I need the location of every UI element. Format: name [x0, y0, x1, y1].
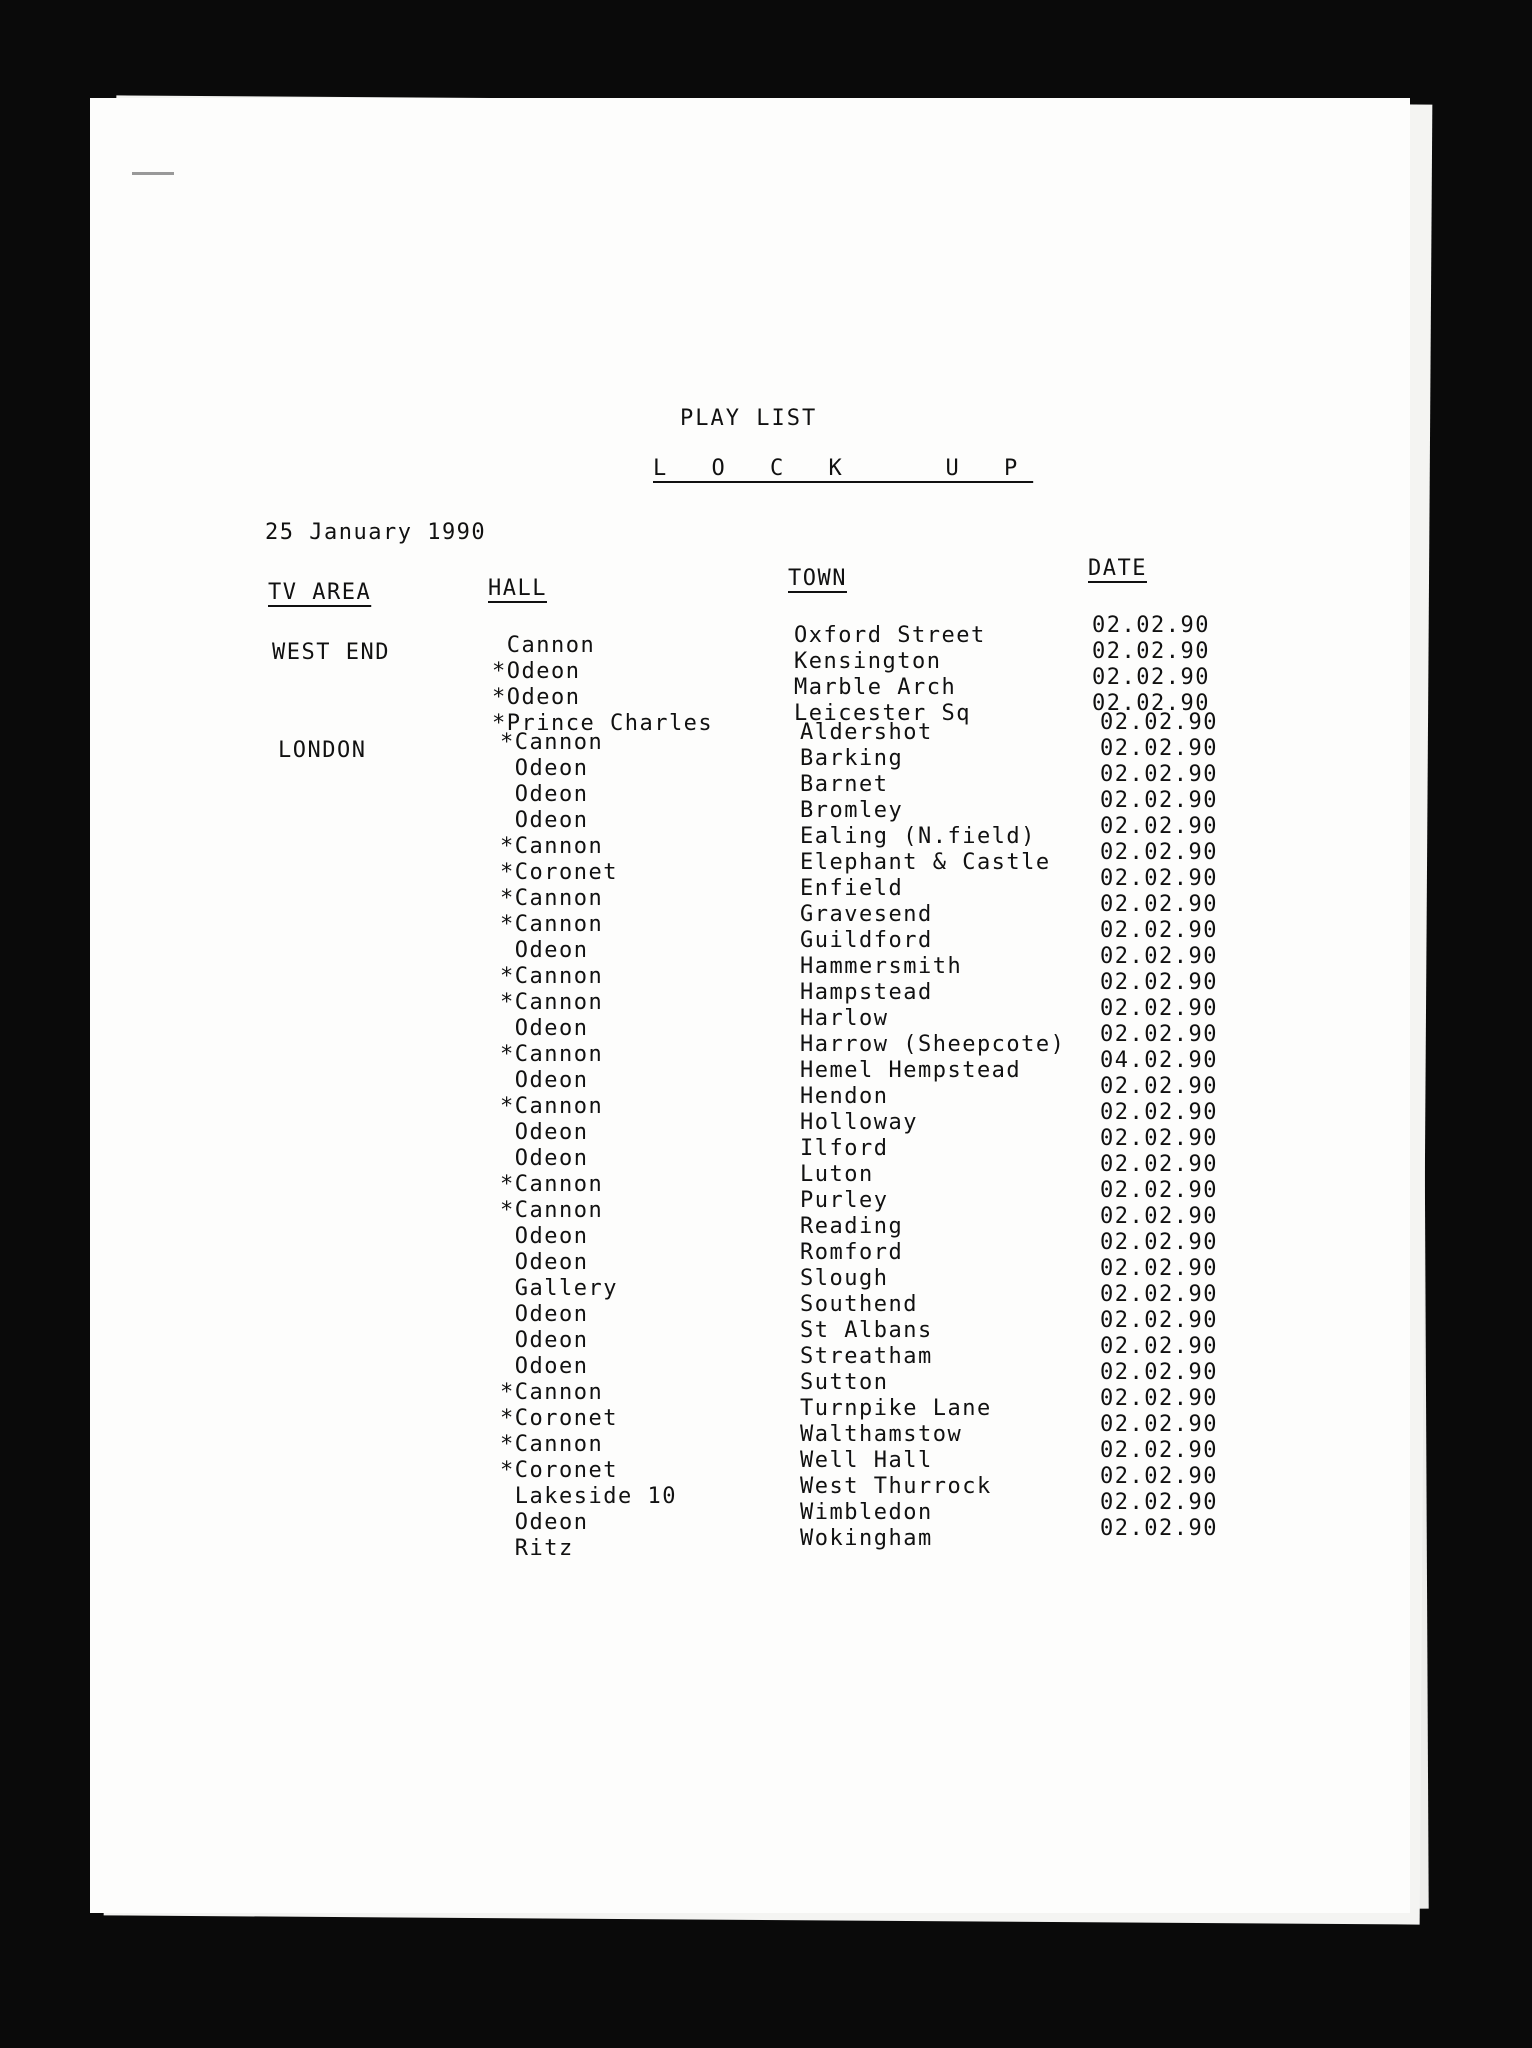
hall-cell: *Cannon [500, 1380, 604, 1405]
hall-cell: Odeon [500, 1016, 589, 1041]
hall-cell: *Cannon [500, 1042, 604, 1067]
hall-cell: *Cannon [500, 1172, 604, 1197]
hall-cell: Cannon [492, 633, 596, 658]
hall-cell: Gallery [500, 1276, 618, 1301]
london-town-column [800, 720, 1065, 1552]
town-cell: Ealing (N.field) [800, 824, 1036, 849]
date-cell: 02.02.90 [1100, 944, 1218, 969]
town-cell: Streatham [800, 1344, 933, 1369]
date-cell: 02.02.90 [1100, 1230, 1218, 1255]
date-cell: 02.02.90 [1100, 970, 1218, 995]
date-cell: 02.02.90 [1100, 1464, 1218, 1489]
hall-cell: Odeon [500, 1068, 589, 1093]
hall-cell: Odeon [500, 938, 589, 963]
date-cell: 02.02.90 [1100, 814, 1218, 839]
town-cell: Kensington [794, 649, 942, 674]
date-cell: 02.02.90 [1092, 639, 1210, 664]
date-cell: 02.02.90 [1100, 1152, 1218, 1177]
document-date: 25 January 1990 [265, 520, 487, 545]
town-cell: Barking [800, 746, 904, 771]
date-cell: 02.02.90 [1100, 1256, 1218, 1281]
document-title: PLAY LIST [680, 406, 818, 431]
hall-cell: *Cannon [500, 834, 604, 859]
west-end-hall-column [492, 633, 713, 737]
town-cell: Reading [800, 1214, 904, 1239]
date-cell: 02.02.90 [1100, 1386, 1218, 1411]
town-cell: Wimbledon [800, 1500, 933, 1525]
town-cell: Hampstead [800, 980, 933, 1005]
hall-cell: Odeon [500, 1250, 589, 1275]
town-cell: Barnet [800, 772, 889, 797]
date-cell: 02.02.90 [1100, 840, 1218, 865]
document-subtitle: L O C K U P [653, 456, 1034, 481]
date-cell: 02.02.90 [1100, 1438, 1218, 1463]
hall-cell: Lakeside 10 [500, 1484, 677, 1509]
date-cell: 02.02.90 [1100, 866, 1218, 891]
town-cell: Ilford [800, 1136, 889, 1161]
town-cell: Holloway [800, 1110, 918, 1135]
hall-cell: *Cannon [500, 912, 604, 937]
date-cell: 02.02.90 [1100, 762, 1218, 787]
hall-cell: *Cannon [500, 730, 604, 755]
date-cell: 02.02.90 [1092, 613, 1210, 638]
west-end-town-column [794, 623, 986, 727]
date-cell: 02.02.90 [1100, 1126, 1218, 1151]
hall-cell: Odeon [500, 782, 589, 807]
date-cell: 02.02.90 [1100, 918, 1218, 943]
hall-cell: *Coronet [500, 1458, 618, 1483]
date-cell: 02.02.90 [1092, 665, 1210, 690]
staple-mark [132, 172, 174, 175]
date-cell: 02.02.90 [1092, 691, 1210, 716]
town-cell: Harrow (Sheepcote) [800, 1032, 1066, 1057]
hall-cell: *Cannon [500, 1198, 604, 1223]
hall-cell: Odeon [500, 808, 589, 833]
town-cell: Marble Arch [794, 675, 957, 700]
london-hall-column [500, 730, 677, 1562]
town-cell: Southend [800, 1292, 918, 1317]
town-cell: Purley [800, 1188, 889, 1213]
date-cell: 02.02.90 [1100, 1308, 1218, 1333]
date-cell: 02.02.90 [1100, 1516, 1218, 1541]
tv-area-london: LONDON [278, 738, 367, 763]
date-cell: 02.02.90 [1100, 892, 1218, 917]
town-cell: Oxford Street [794, 623, 986, 648]
date-cell: 04.02.90 [1100, 1048, 1218, 1073]
town-cell: Wokingham [800, 1526, 933, 1551]
date-cell: 02.02.90 [1100, 1178, 1218, 1203]
town-cell: Luton [800, 1162, 874, 1187]
hall-cell: *Odeon [492, 685, 581, 710]
date-cell: 02.02.90 [1100, 996, 1218, 1021]
hall-cell: Odeon [500, 1120, 589, 1145]
date-cell: 02.02.90 [1100, 1360, 1218, 1385]
hall-cell: Odeon [500, 1146, 589, 1171]
date-cell: 02.02.90 [1100, 788, 1218, 813]
hall-cell: Odeon [500, 1328, 589, 1353]
date-cell: 02.02.90 [1100, 1204, 1218, 1229]
town-cell: Bromley [800, 798, 904, 823]
town-cell: Harlow [800, 1006, 889, 1031]
header-date: DATE [1088, 556, 1147, 581]
town-cell: Guildford [800, 928, 933, 953]
town-cell: Turnpike Lane [800, 1396, 992, 1421]
hall-cell: *Cannon [500, 990, 604, 1015]
west-end-date-column [1092, 613, 1210, 717]
header-hall: HALL [488, 576, 547, 601]
hall-cell: *Cannon [500, 964, 604, 989]
hall-cell: *Cannon [500, 1094, 604, 1119]
hall-cell: Odeon [500, 1510, 589, 1535]
document-page [90, 98, 1410, 1913]
date-cell: 02.02.90 [1100, 1022, 1218, 1047]
hall-cell: *Coronet [500, 1406, 618, 1431]
town-cell: Well Hall [800, 1448, 933, 1473]
date-cell: 02.02.90 [1100, 1412, 1218, 1437]
date-cell: 02.02.90 [1100, 1074, 1218, 1099]
date-cell: 02.02.90 [1100, 1490, 1218, 1515]
hall-cell: Odoen [500, 1354, 589, 1379]
town-cell: Hemel Hempstead [800, 1058, 1022, 1083]
hall-cell: Odeon [500, 756, 589, 781]
town-cell: Leicester Sq [794, 701, 971, 726]
date-cell: 02.02.90 [1100, 1100, 1218, 1125]
town-cell: Sutton [800, 1370, 889, 1395]
date-cell: 02.02.90 [1100, 710, 1218, 735]
town-cell: Enfield [800, 876, 904, 901]
hall-cell: *Cannon [500, 1432, 604, 1457]
hall-cell: *Cannon [500, 886, 604, 911]
town-cell: Gravesend [800, 902, 933, 927]
town-cell: Aldershot [800, 720, 933, 745]
london-date-column [1100, 710, 1218, 1542]
town-cell: Elephant & Castle [800, 850, 1051, 875]
town-cell: Hammersmith [800, 954, 963, 979]
tv-area-west-end: WEST END [272, 640, 390, 665]
town-cell: St Albans [800, 1318, 933, 1343]
hall-cell: Odeon [500, 1224, 589, 1249]
town-cell: Slough [800, 1266, 889, 1291]
date-cell: 02.02.90 [1100, 1334, 1218, 1359]
hall-cell: Ritz [500, 1536, 574, 1561]
town-cell: Romford [800, 1240, 904, 1265]
hall-cell: *Prince Charles [492, 711, 714, 736]
date-cell: 02.02.90 [1100, 1282, 1218, 1307]
town-cell: Walthamstow [800, 1422, 963, 1447]
date-cell: 02.02.90 [1100, 736, 1218, 761]
hall-cell: Odeon [500, 1302, 589, 1327]
town-cell: Hendon [800, 1084, 889, 1109]
hall-cell: *Odeon [492, 659, 581, 684]
town-cell: West Thurrock [800, 1474, 992, 1499]
header-tv-area: TV AREA [268, 580, 372, 605]
hall-cell: *Coronet [500, 860, 618, 885]
header-town: TOWN [788, 566, 847, 591]
